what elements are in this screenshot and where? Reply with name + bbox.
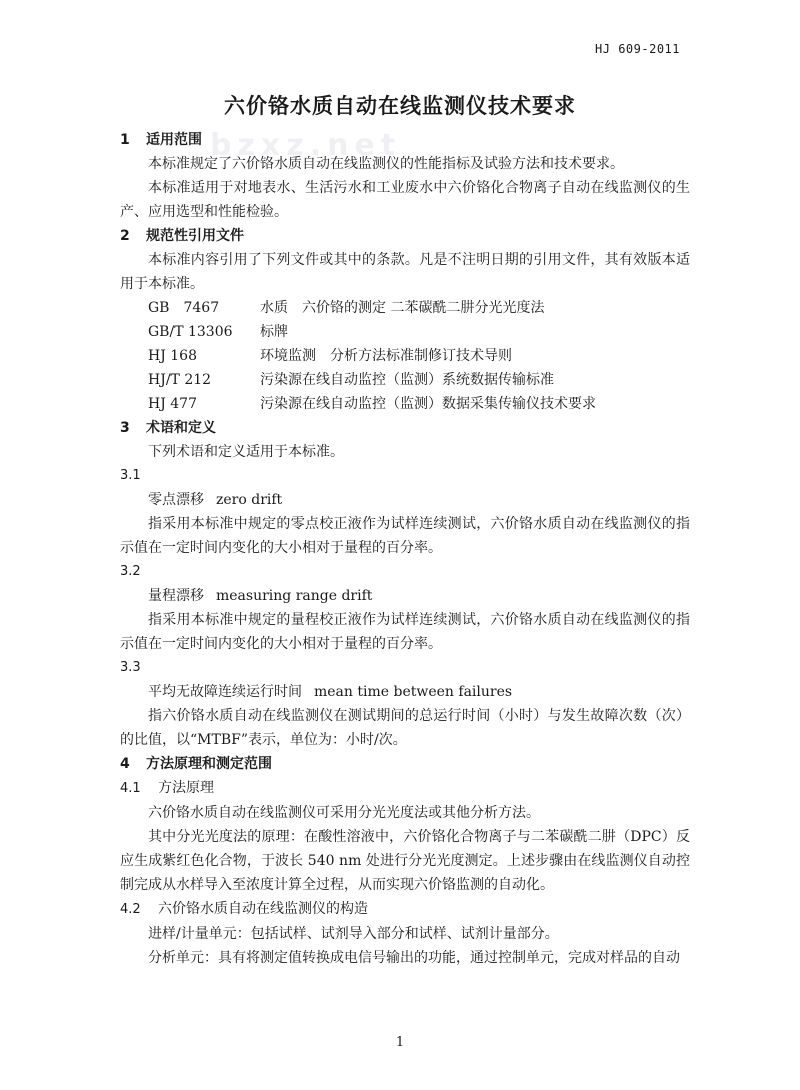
paragraph: 本标准适用于对地表水、生活污水和工业废水中六价铬化合物离子自动在线监测仪的生产、应用选型和性能检验。 [120,180,690,220]
definition: 指采用本标准中规定的量程校正液作为试样连续测试，六价铬水质自动在线监测仪的指示值在一定时间内变化的大小相对于量程的百分率。 [120,612,690,652]
term-english: zero drift [216,492,283,508]
section-number: 3 [120,420,130,436]
subsection-4-1-heading [120,776,690,801]
reference-title: 污染源在线自动监控（监测）数据采集传输仪技术要求 [260,396,596,412]
paragraph: 本标准内容引用了下列文件或其中的条款。凡是不注明日期的引用文件，其有效版本适用于本标准。 [120,252,690,292]
reference-list [120,296,690,416]
clause-number: 4.1 [120,781,141,796]
section-2-heading [120,224,690,248]
paragraph: 六价铬水质自动在线监测仪可采用分光光度法或其他分析方法。 [148,805,540,821]
section-title: 规范性引用文件 [146,228,244,244]
reference-code: HJ 168 [148,348,197,364]
term [120,488,690,512]
reference-title: 环境监测 分析方法标准制修订技术导则 [260,348,512,364]
term-chinese: 量程漂移 [148,588,204,604]
reference-code: HJ/T 212 [148,372,212,388]
reference-title: 标牌 [260,324,288,340]
subsection-title: 方法原理 [158,780,214,796]
paragraph: 下列术语和定义适用于本标准。 [148,444,344,460]
reference-code: GB 7467 [148,300,220,316]
paragraph: 分析单元：具有将测定值转换成电信号输出的功能，通过控制单元，完成对样品的自动 [148,950,680,966]
document-title: 六价铬水质自动在线监测仪技术要求 [224,94,576,118]
reference-item [148,368,690,392]
standard-code: HJ 609-2011 [595,42,680,56]
section-4-heading [120,752,690,776]
reference-title: 水质 六价铬的测定 二苯碳酰二肼分光光度法 [260,300,545,316]
definition: 指六价铬水质自动在线监测仪在测试期间的总运行时间（小时）与发生故障次数（次）的比值，以“MTBF”表示，单位为：小时/次。 [120,708,690,748]
subsection-title: 六价铬水质自动在线监测仪的构造 [158,901,368,917]
clause-number: 3.2 [120,564,141,579]
section-3-heading [120,416,690,440]
watermark: bzxz.net [210,128,402,163]
reference-item [148,296,690,320]
section-1-heading [120,128,690,152]
term-chinese: 零点漂移 [148,492,204,508]
section-title: 术语和定义 [146,420,216,436]
paragraph: 其中分光光度法的原理：在酸性溶液中，六价铬化合物离子与二苯碳酰二肼（DPC）反应生成紫红色化合物，于波长 540 nm 处进行分光光度测定。上述步骤由在线监测仪自动控制完成从水样导入至浓度计算全过程，从而实现六价铬监测的自动化。 [120,829,690,893]
section-number: 4 [120,756,130,772]
paragraph: 进样/计量单元：包括试样、试剂导入部分和试样、试剂计量部分。 [148,926,559,942]
section-number: 2 [120,228,130,244]
document-body [120,128,690,970]
reference-item [148,344,690,368]
reference-item [148,320,690,344]
reference-title: 污染源在线自动监控（监测）系统数据传输标准 [260,372,554,388]
section-number: 1 [120,132,130,148]
reference-code: GB/T 13306 [148,324,233,340]
term-english: mean time between failures [314,684,513,700]
reference-item [148,392,690,416]
clause-number: 4.2 [120,902,141,917]
term-english: measuring range drift [216,588,373,604]
page-number: 1 [395,1035,405,1050]
reference-code: HJ 477 [148,396,197,412]
term [120,680,690,704]
term-chinese: 平均无故障连续运行时间 [148,684,302,700]
subsection-4-2-heading [120,897,690,922]
paragraph: 本标准规定了六价铬水质自动在线监测仪的性能指标及试验方法和技术要求。 [148,156,624,172]
section-title: 适用范围 [146,132,202,148]
term [120,584,690,608]
clause-number: 3.1 [120,468,141,483]
definition: 指采用本标准中规定的零点校正液作为试样连续测试，六价铬水质自动在线监测仪的指示值在一定时间内变化的大小相对于量程的百分率。 [120,516,690,556]
section-title: 方法原理和测定范围 [146,756,272,772]
clause-number: 3.3 [120,660,141,675]
